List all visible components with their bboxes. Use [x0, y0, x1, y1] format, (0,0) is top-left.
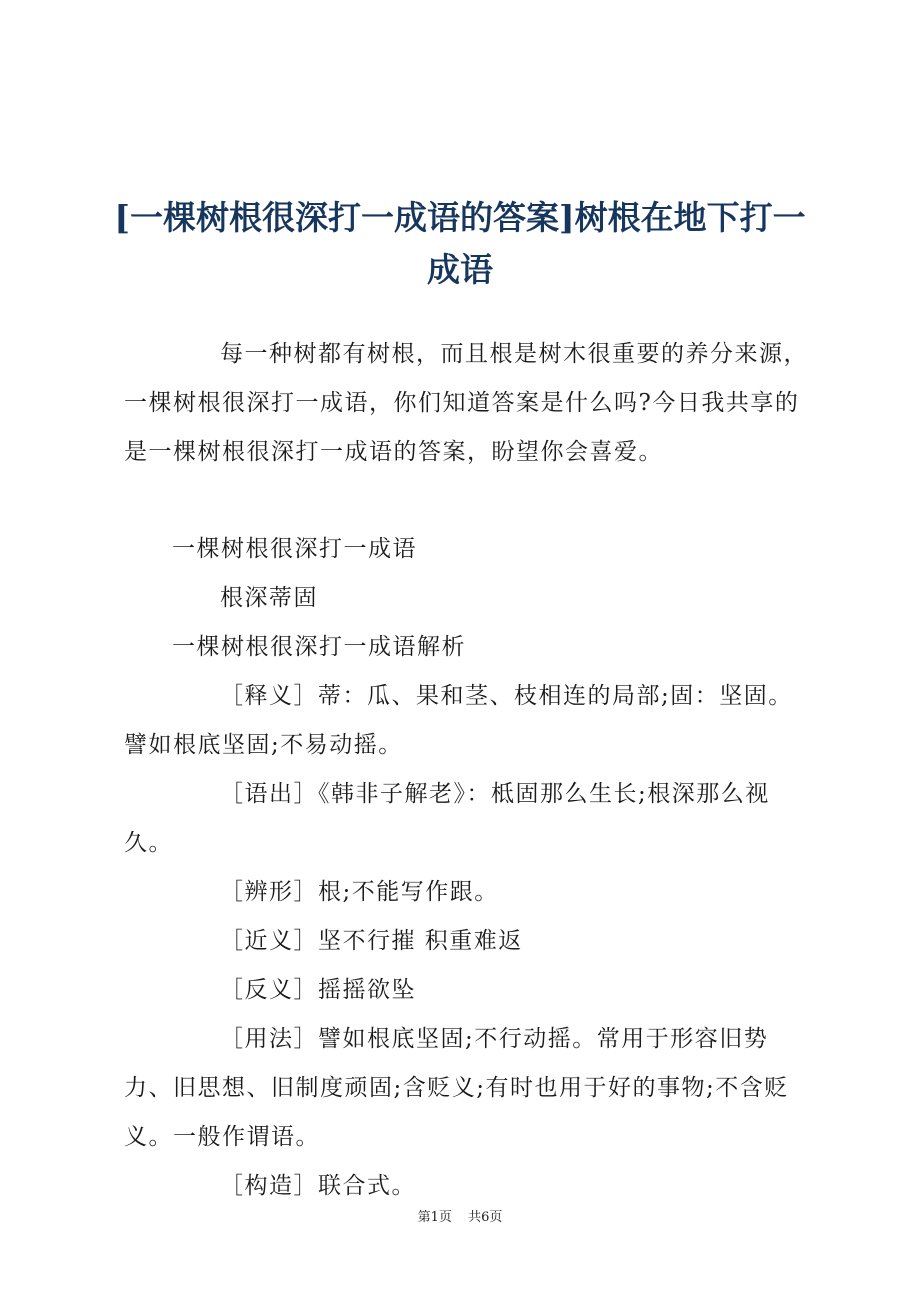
document-body	[124, 330, 814, 1211]
analysis-heading: 一棵树根很深打一成语解析	[172, 634, 466, 660]
document-title: [一棵树根很深打一成语的答案]树根在地下打一成语	[114, 198, 806, 289]
entry-synonym: ［近义］坚不行摧 积重难返	[220, 928, 523, 954]
answer-line: 根深蒂固	[220, 585, 318, 611]
page-number: 第1页	[417, 1210, 452, 1225]
entry-distinguish: ［辨形］根;不能写作跟。	[220, 879, 499, 905]
entry-source: ［语出］《韩非子解老》：柢固那么生长;根深那么视久。	[124, 781, 770, 856]
entry-structure: ［构造］联合式。	[220, 1173, 416, 1199]
entry-antonym: ［反义］摇摇欲坠	[220, 977, 416, 1003]
page-footer	[0, 1206, 920, 1225]
entry-usage: ［用法］譬如根底坚固;不行动摇。常用于形容旧势力、旧思想、旧制度顽固;含贬义;有时也用于好的事物;不含贬义。一般作谓语。	[124, 1026, 789, 1150]
page-total: 共6页	[468, 1210, 503, 1225]
intro-paragraph: 每一种树都有树根，而且根是树木很重要的养分来源，一棵树根很深打一成语，你们知道答案是什么吗?今日我共享的是一棵树根很深打一成语的答案，盼望你会喜爱。	[124, 341, 808, 465]
entry-meaning: ［释义］蒂：瓜、果和茎、枝相连的局部;固：坚固。譬如根底坚固;不易动摇。	[124, 683, 793, 758]
riddle-line: 一棵树根很深打一成语	[172, 536, 417, 562]
